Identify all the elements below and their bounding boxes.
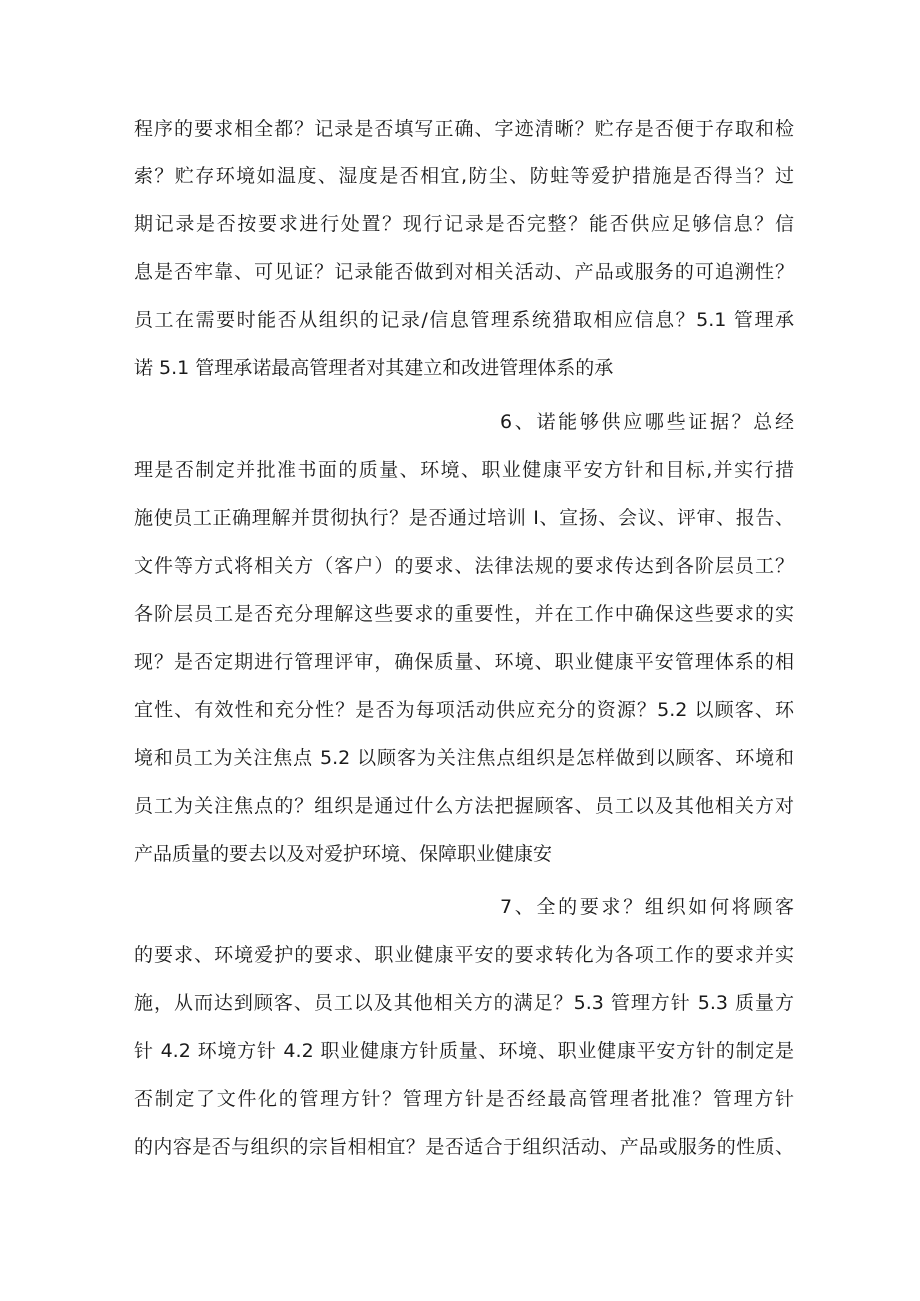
paragraph-2-line-1: 6、诺能够供应哪些证据？总经 bbox=[500, 411, 794, 433]
paragraph-1-line-5: 员工在需要时能否从组织的记录/信息管理系统猎取相应信息？5.1 管理承 bbox=[134, 309, 794, 331]
paragraph-1-line-1: 程序的要求相全都？记录是否填写正确、字迹清晰？贮存是否便于存取和检 bbox=[134, 118, 794, 140]
paragraph-3-line-5: 否制定了文件化的管理方针？管理方针是否经最高管理者批准？管理方针 bbox=[134, 1088, 794, 1110]
paragraph-2-line-4: 文件等方式将相关方（客户）的要求、法律法规的要求传达到各阶层员工？ bbox=[134, 555, 794, 577]
paragraph-2-line-8: 境和员工为关注焦点 5.2 以顾客为关注焦点组织是怎样做到以顾客、环境和 bbox=[134, 747, 794, 769]
paragraph-3-line-4: 针 4.2 环境方针 4.2 职业健康方针质量、环境、职业健康平安方针的制定是 bbox=[134, 1040, 794, 1062]
paragraph-3-line-6: 的内容是否与组织的宗旨相相宜？是否适合于组织活动、产品或服务的性质、 bbox=[134, 1136, 794, 1158]
paragraph-2-line-9: 员工为关注焦点的？组织是通过什么方法把握顾客、员工以及其他相关方对 bbox=[134, 795, 794, 817]
paragraph-2-line-3: 施使员工正确理解并贯彻执行？是否通过培训 I、宣扬、会议、评审、报告、 bbox=[134, 507, 794, 529]
paragraph-2-line-6: 现？是否定期进行管理评审，确保质量、环境、职业健康平安管理体系的相 bbox=[134, 651, 794, 673]
paragraph-2-line-2: 理是否制定并批准书面的质量、环境、职业健康平安方针和目标,并实行措 bbox=[134, 459, 794, 481]
paragraph-1-line-6: 诺 5.1 管理承诺最高管理者对其建立和改进管理体系的承 bbox=[134, 357, 614, 379]
paragraph-2-line-5: 各阶层员工是否充分理解这些要求的重要性，并在工作中确保这些要求的实 bbox=[134, 603, 794, 625]
paragraph-1-line-2: 索？贮存环境如温度、湿度是否相宜,防尘、防蛀等爱护措施是否得当？过 bbox=[134, 165, 794, 187]
paragraph-1-line-4: 息是否牢靠、可见证？记录能否做到对相关活动、产品或服务的可追溯性？ bbox=[134, 261, 794, 283]
paragraph-3-line-3: 施，从而达到顾客、员工以及其他相关方的满足？5.3 管理方针 5.3 质量方 bbox=[134, 992, 794, 1014]
paragraph-2-line-10: 产品质量的要去以及对爱护环境、保障职业健康安 bbox=[134, 843, 553, 865]
paragraph-1-line-3: 期记录是否按要求进行处置？现行记录是否完整？能否供应足够信息？信 bbox=[134, 213, 794, 235]
paragraph-3-line-1: 7、全的要求？组织如何将顾客 bbox=[500, 896, 794, 918]
paragraph-3-line-2: 的要求、环境爱护的要求、职业健康平安的要求转化为各项工作的要求并实 bbox=[134, 944, 794, 966]
paragraph-2-line-7: 宜性、有效性和充分性？是否为每项活动供应充分的资源？5.2 以顾客、环 bbox=[134, 699, 794, 721]
